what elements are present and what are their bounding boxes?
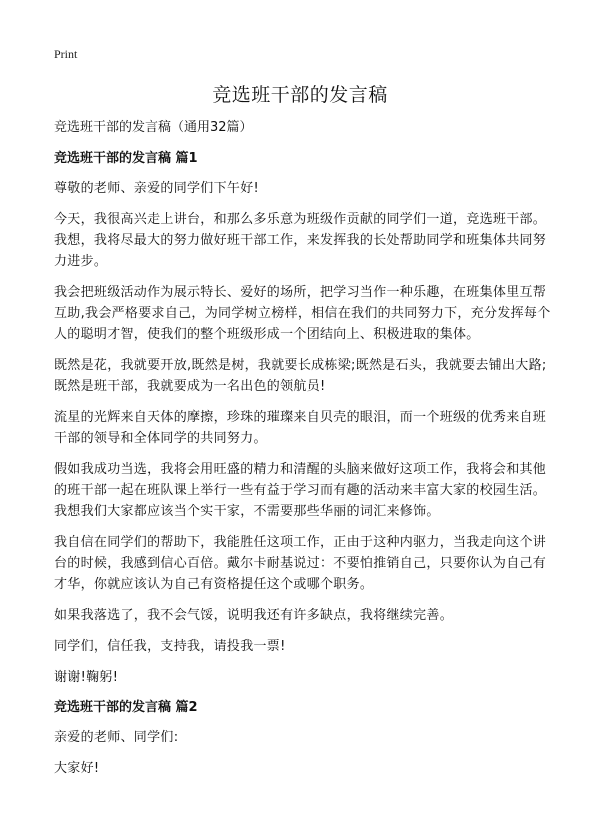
paragraph: 我自信在同学们的帮助下，我能胜任这项工作，正由于这种内驱力，当我走向这个讲台的时候，我感到信心百倍。戴尔卡耐基说过：不要怕推销自己，只要你认为自己有才华，你就应该认为自己有资格提任这个或哪个职务。: [54, 535, 547, 592]
section-heading: 竞选班干部的发言稿 篇1: [54, 151, 198, 166]
paragraph: 如果我落选了，我不会气馁，说明我还有许多缺点，我将继续完善。: [54, 608, 454, 623]
paragraph: 大家好!: [54, 761, 100, 776]
document-subtitle: 竞选班干部的发言稿（通用32篇）: [54, 120, 253, 135]
document-body: [54, 118, 552, 789]
paragraph: 同学们，信任我，支持我，请投我一票!: [54, 639, 286, 654]
section-1: [54, 149, 552, 688]
paragraph: 我会把班级活动作为展示特长、爱好的场所，把学习当作一种乐趣，在班集体里互帮互助,我会严格要求自己，为同学树立榜样，相信在我们的共同努力下，充分发挥每个人的聪明才智，使我们的整个班级形成一个团结向上、积极进取的集体。: [54, 285, 551, 342]
page-title: 竞选班干部的发言稿: [212, 84, 388, 106]
print-link[interactable]: Print: [54, 47, 78, 61]
paragraph: 亲爱的老师、同学们:: [54, 730, 179, 745]
paragraph: 既然是花，我就要开放,既然是树，我就要长成栋梁;既然是石头，我就要去铺出大路;既然是班干部，我就要成为一名出色的领航员!: [54, 358, 547, 394]
section-2: [54, 698, 552, 779]
section-heading: 竞选班干部的发言稿 篇2: [54, 700, 198, 715]
paragraph: 今天，我很高兴走上讲台，和那么多乐意为班级作贡献的同学们一道，竞选班干部。我想，我将尽最大的努力做好班干部工作，来发挥我的长处帮助同学和班集体共同努力进步。: [54, 212, 547, 269]
paragraph: 谢谢!鞠躬!: [54, 670, 119, 685]
paragraph: 假如我成功当选，我将会用旺盛的精力和清醒的头脑来做好这项工作，我将会和其他的班干部一起在班队课上举行一些有益于学习而有趣的活动来丰富大家的校园生活。我想我们大家都应该当个实干家，不需要那些华丽的词汇来修饰。: [54, 462, 547, 519]
paragraph: 尊敬的老师、亲爱的同学们下午好!: [54, 181, 260, 196]
paragraph: 流星的光辉来自天体的摩擦，珍珠的璀璨来自贝壳的眼泪，而一个班级的优秀来自班干部的领导和全体同学的共同努力。: [54, 410, 547, 446]
